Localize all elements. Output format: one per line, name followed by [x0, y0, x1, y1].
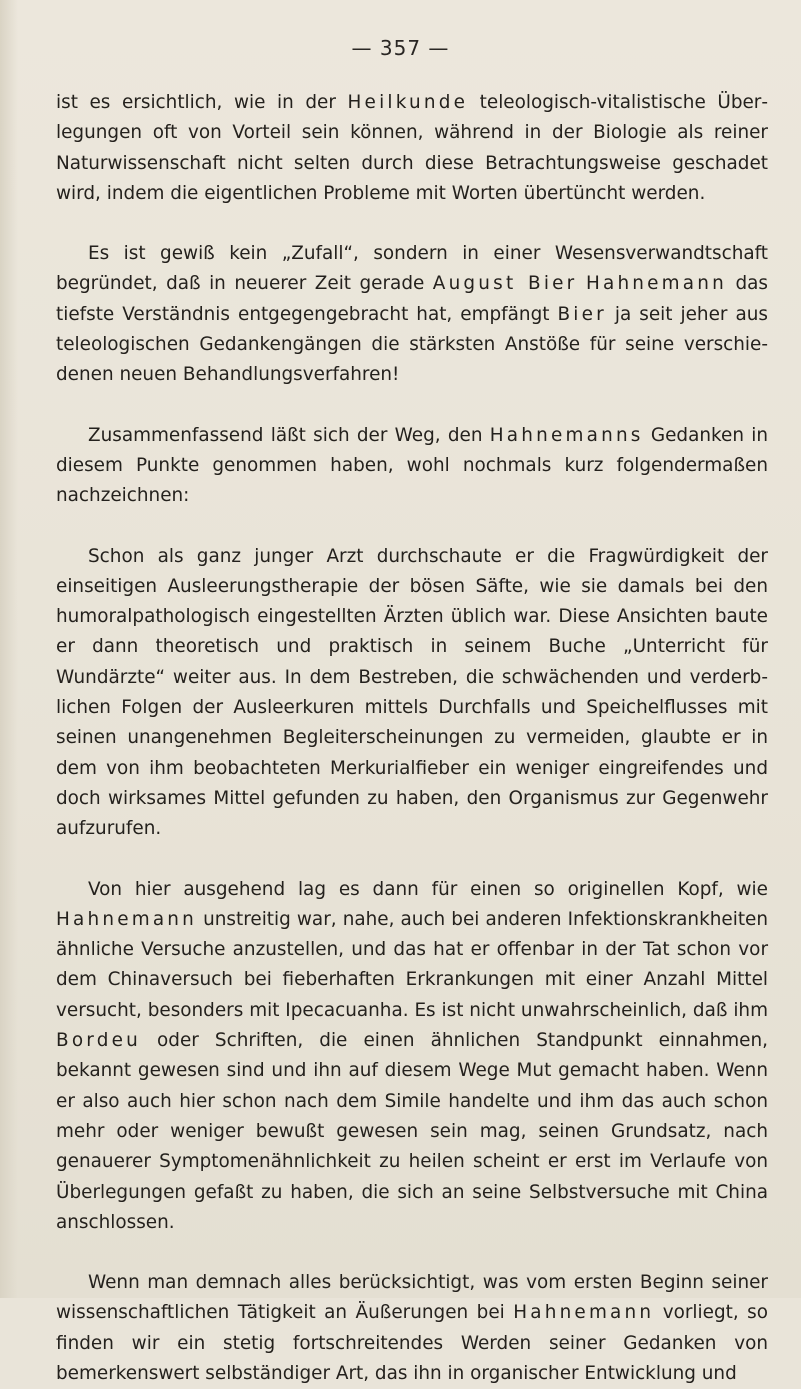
text-run: das tiefste Verständnis entgegengebracht hat, empfängt: [56, 273, 768, 325]
page-edge-shadow: [0, 0, 18, 1298]
text-run: Schon als ganz junger Arzt durchschaute er die Fragwürdigkeit der einseitigen Ausleerungstherapie der bösen Säfte, wie sie damals bei den humoralpathologisch eingestellten Ärzten üblich war. Diese Ansichten baute er dann theoretisch und praktisch in seinem Buche „Unterricht für Wundärzte“ weiter aus. In dem Bestreben, die schwächenden und verderblichen Folgen der Ausleerkuren mittels Durchfalls und Speichelflusses mit seinen unangenehmen Begleiterscheinungen zu vermeiden, glaubte er in dem von ihm beobachteten Merkurialfieber ein weniger eingreifendes und doch wirksames Mittel gefunden zu haben, den Organismus zur Gegenwehr aufzurufen.: [56, 545, 768, 840]
text-run: Gedanken in diesem Punkte genommen haben, wohl nochmals kurz folgendermaßen nachzeichnen:: [56, 424, 769, 507]
text-run: unstreitig war, nahe, auch bei anderen Infektionskrankheiten ähnliche Versuche anzustellen, und das hat er offenbar in der Tat schon vor dem Chinaversuch bei fieberhaften Erkrankungen mit einer Anzahl Mittel versucht, besonders mit Ipecacuanha. Es ist nicht unwahrscheinlich, daß ihm: [56, 908, 768, 1021]
text-run: teleologisch-vitalistische Überlegungen oft von Vorteil sein können, während in der Biologie als reiner Naturwissenschaft nicht selten durch diese Betrachtungsweise geschadet wird, indem die eigentlichen Probleme mit Worten übertüncht werden.: [56, 92, 769, 204]
body-text: [56, 88, 768, 1389]
spaced-name: Bier: [557, 303, 607, 325]
text-run: Von hier ausgehend lag es dann für einen so originellen Kopf, wie: [88, 878, 768, 900]
spaced-name: Hahnemann: [513, 1302, 655, 1324]
text-run: vorliegt, so finden wir ein stetig fortschreitendes Werden seiner Gedanken von bemerkenswert selbständiger Art, das ihn in organischer Entwicklung und: [56, 1302, 768, 1384]
spaced-name: Hahnemanns: [489, 424, 644, 446]
text-run: ja seit jeher aus teleologischen Gedankengängen die stärksten Anstöße für seine verschiedenen neuen Behandlungsverfahren!: [56, 303, 768, 386]
text-run: Es ist gewiß kein „Zufall“, sondern in einer Wesensverwandtschaft begründet, daß in neuerer Zeit gerade: [56, 243, 768, 295]
spaced-name: Hahnemann: [585, 273, 727, 295]
text-run: Zusammenfassend läßt sich der Weg, den: [88, 424, 490, 446]
spaced-name: Hahnemann: [56, 908, 198, 930]
page-number: — 357 —: [351, 36, 450, 60]
spaced-name: Heilkunde: [347, 92, 469, 113]
paragraph: [56, 421, 768, 512]
paragraph: [56, 542, 768, 845]
paragraph: [56, 239, 768, 390]
text-run: Wenn man demnach alles berücksichtigt, was vom ersten Beginn seiner wissenschaftlichen Tätigkeit an Äußerungen bei: [56, 1272, 768, 1324]
text-run: [577, 273, 586, 294]
paragraph: [56, 1268, 768, 1389]
paragraph: [56, 875, 768, 1239]
spaced-name: August Bier: [432, 273, 578, 295]
spaced-name: Bordeu: [56, 1030, 141, 1052]
text-run: ist es ersichtlich, wie in der: [56, 92, 348, 113]
paragraph: [56, 88, 768, 209]
text-run: oder Schriften, die einen ähnlichen Standpunkt einnahmen, bekannt gewesen sind und ihn auf diesem Wege Mut gemacht haben. Wenn er also auch hier schon nach dem Simile handelte und ihm das auch schon mehr oder weniger bewußt gewesen sein mag, seinen Grundsatz, nach genauerer Symptomenähnlichkeit zu heilen scheint er erst im Verlaufe von Überlegungen gefaßt zu haben, die sich an seine Selbstversuche mit China anschlossen.: [56, 1030, 768, 1233]
